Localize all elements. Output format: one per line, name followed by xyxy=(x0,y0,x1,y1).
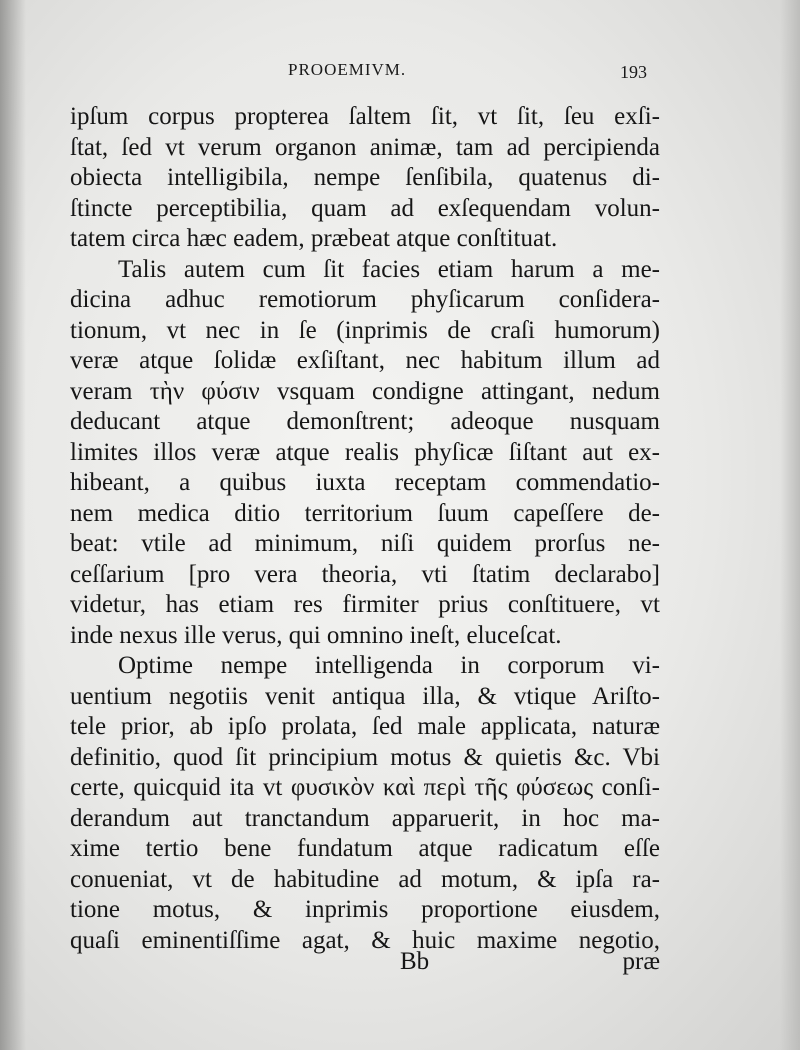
text-line: certe, quicquid ita vt φυσικὸν καὶ περὶ τῆς φύσεως conſi- xyxy=(70,774,660,801)
text-line: obiecta intelligibila, nempe ſenſibila, quatenus di- xyxy=(70,164,660,191)
text-line: dicina adhuc remotiorum phyſicarum conſidera- xyxy=(70,286,660,313)
text-line: inde nexus ille verus, qui omnino ineſt, eluceſcat. xyxy=(70,621,562,649)
text-line: ceſſarium [pro vera theoria, vti ſtatim declarabo] xyxy=(70,560,660,588)
text-line: tionum, vt nec in ſe (inprimis de craſi humorum) xyxy=(70,316,660,344)
text-line: hibeant, a quibus iuxta receptam commendatio- xyxy=(70,469,660,496)
catchword: præ xyxy=(622,948,660,975)
text-line: ipſum corpus propterea ſaltem ſit, vt ſit, ſeu exſi- xyxy=(70,103,660,130)
paragraph xyxy=(70,255,660,652)
text-line: tatem circa hæc eadem, præbeat atque conſtituat. xyxy=(70,225,558,252)
text-line: veram τὴν φύσιν vsquam condigne attingant, nedum xyxy=(70,377,660,405)
text-line: definitio, quod ſit principium motus & quietis &c. Vbi xyxy=(70,743,660,771)
page-header xyxy=(60,60,660,84)
page-gutter-shadow xyxy=(0,0,26,1050)
text-line: tione motus, & inprimis proportione eiusdem, xyxy=(70,896,660,923)
text-line: Talis autem cum ſit facies etiam harum a me- xyxy=(118,255,660,283)
signature-mark: Bb xyxy=(400,948,430,975)
body-text xyxy=(70,102,660,956)
text-line: limites illos veræ atque realis phyſicæ ſiſtant aut ex- xyxy=(70,438,660,466)
paragraph xyxy=(70,651,660,956)
running-head: PROOEMIVM. xyxy=(288,60,407,79)
text-line: Optime nempe intelligenda in corporum vi- xyxy=(118,652,660,679)
text-line: derandum aut tranctandum apparuerit, in hoc ma- xyxy=(70,804,660,832)
text-line: videtur, has etiam res firmiter prius conſtituere, vt xyxy=(70,591,660,618)
text-line: conueniat, vt de habitudine ad motum, & ipſa ra- xyxy=(70,865,660,893)
text-line: ſtincte perceptibilia, quam ad exſequendam volun- xyxy=(70,194,660,222)
text-line: quaſi eminentiſſime agat, & huic maxime negotio, xyxy=(70,926,660,954)
page-edge-shadow xyxy=(780,0,800,1050)
text-line: nem medica ditio territorium ſuum capeſſere de- xyxy=(70,499,660,527)
text-line: deducant atque demonſtrent; adeoque nusquam xyxy=(70,408,660,435)
text-line: tele prior, ab ipſo prolata, ſed male applicata, naturæ xyxy=(70,713,660,740)
text-line: xime tertio bene fundatum atque radicatum eſſe xyxy=(70,835,660,862)
page-number: 193 xyxy=(620,62,647,82)
page-footer xyxy=(70,948,660,980)
text-line: uentium negotiis venit antiqua illa, & vtique Ariſto- xyxy=(70,682,660,710)
paragraph xyxy=(70,102,660,255)
text-line: ſtat, ſed vt verum organon animæ, tam ad percipienda xyxy=(70,133,660,161)
text-line: veræ atque ſolidæ exſiſtant, nec habitum illum ad xyxy=(70,347,660,374)
text-line: beat: vtile ad minimum, niſi quidem prorſus ne- xyxy=(70,530,660,557)
